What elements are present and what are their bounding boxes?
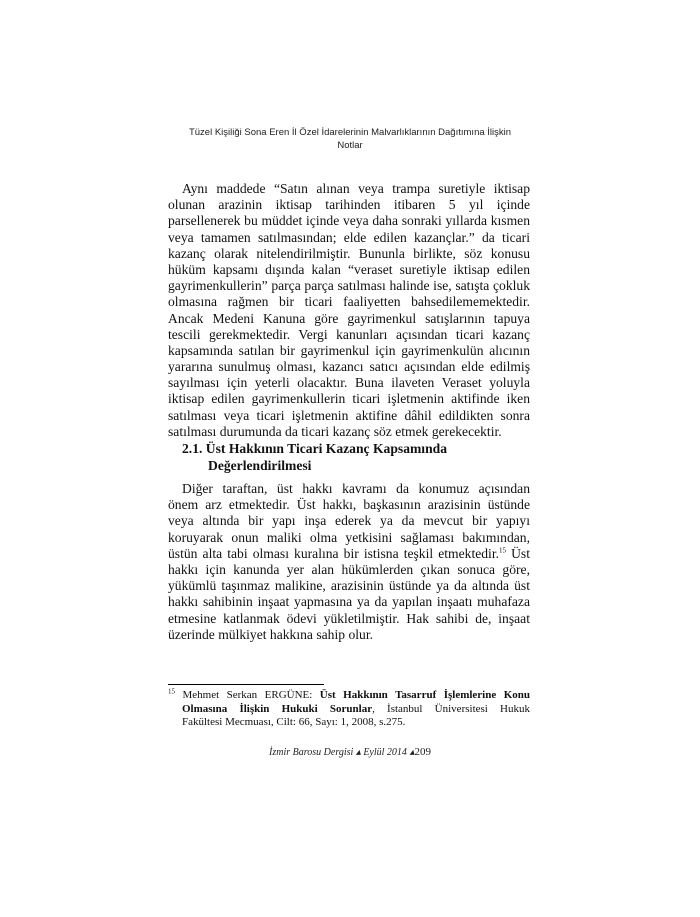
text-line-content: kapsamında satılan bir gayrimenkul için gayrimenkulün alıcının [168, 342, 530, 358]
text-line-content: sayılması için yeterli olacaktır. Buna ilaveten Veraset yoluyla [168, 375, 530, 391]
text-line-content: iktisap edilen gayrimenkullerin ticari işletmenin aktifinde iken [168, 391, 530, 407]
text-line [168, 497, 530, 513]
separator: ▴ [355, 747, 361, 758]
text-line [168, 343, 530, 359]
footnote-source-a: , İstanbul Üniversitesi Hukuk [372, 702, 530, 715]
section-heading-line1: 2.1. Üst Hakkının Ticari Kazanç Kapsamında [182, 441, 448, 456]
text-line [168, 230, 530, 246]
text-line [168, 311, 530, 327]
section-heading-line2: Değerlendirilmesi [208, 458, 312, 473]
text-line [168, 513, 530, 529]
text-line [168, 375, 530, 391]
text-line-content: satılması veya ticari işletmenin aktifine dâhil edildikten sonra [168, 407, 530, 423]
text-line [168, 594, 530, 610]
separator: ▴ [409, 747, 415, 758]
text-line-content: hakkı için kanunda yer alan hükümlerden çıkan sonuca göre, [168, 561, 530, 577]
footnote-number: 15 [168, 687, 175, 696]
text-line-content: yükümlü taşınmaz malikine, arazisinin üstünde ya da altında üst [168, 578, 530, 594]
text-line-content: hüküm kapsamı dışında kalan “veraset suretiyle iktisap edilen [168, 261, 530, 277]
text-line [168, 546, 530, 562]
text-line-content: önem arz etmektedir. Üst hakkı, başkasının arazisinin üstünde [168, 497, 530, 513]
text-line [168, 213, 530, 229]
text-line-tail: Üst [511, 545, 530, 561]
text-line-content: etmesine katlanmak ödevi yükletilmiştir. Hak sahibi de, inşaat [168, 610, 530, 626]
text-line [168, 359, 530, 375]
text-line-content: gayrimenkullerin” parça parça satılması halinde ise, satışta çokluk [168, 278, 530, 294]
text-line [168, 408, 530, 424]
footnote-title-a: Üst Hakkının Tasarruf İşlemlerine Konu [319, 689, 531, 701]
text-line-content: satılması durumunda da ticari kazanç söz etmek gerekecektir. [168, 423, 502, 439]
text-line-content: olmasına rağmen bir ticari faaliyetten bahsedilememektedir. [168, 294, 530, 310]
text-line-content: Diğer taraftan, üst hakkı kavramı da konumuz açısından [182, 481, 530, 496]
footnote-title-b: Olmasına İlişkin Hukuki Sorunlar [182, 702, 373, 715]
journal-name: İzmir Barosu Dergisi [269, 747, 354, 758]
text-line-content: veya tamamen satılmasından; elde edilen kazançlar.” da ticari [168, 229, 530, 245]
running-header [160, 126, 540, 152]
text-line [168, 391, 530, 407]
text-line-content: üzerinde mülkiyet hakkına sahip olur. [168, 626, 373, 642]
text-line-content: üstün alta tabi olması kuralına bir istisna teşkil etmektedir. [168, 545, 500, 561]
page-number: 209 [414, 746, 431, 758]
text-line [168, 294, 530, 310]
text-line [168, 181, 530, 197]
text-line-content: hakkı sahibinin inşaat yapmasına ya da yapılan inşaatı muhafaza [168, 594, 530, 610]
footnote-source-b: Fakültesi Mecmuası, Cilt: 66, Sayı: 1, 2008, s.275. [182, 716, 406, 728]
text-line-content: Ancak Medeni Kanuna göre gayrimenkul satışlarının tapuya [168, 310, 530, 326]
page-footer [0, 746, 700, 758]
footnote-divider [168, 684, 324, 685]
paragraph-1 [168, 181, 530, 440]
footnote-author: Mehmet Serkan ERGÜNE: [182, 689, 313, 701]
text-line [168, 530, 530, 546]
text-line [168, 197, 530, 213]
running-header-line1: Tüzel Kişiliği Sona Eren İl Özel İdarelerinin Malvarlıklarının Dağıtımına İlişkin [188, 127, 512, 138]
text-line [168, 424, 530, 440]
issue-date: Eylül 2014 [363, 747, 407, 758]
footnote-reference[interactable]: 15 [499, 546, 507, 555]
text-line-content: kazanç olarak nitelendirilmiştir. Bununla birlikte, söz konusu [168, 245, 530, 261]
section-heading [182, 440, 447, 474]
text-line [168, 611, 530, 627]
footnote [168, 689, 530, 730]
text-line [168, 327, 530, 343]
text-line-content: olunan arazinin iktisap tarihinden itibaren 5 yıl içinde [168, 197, 530, 213]
paragraph-2 [168, 481, 530, 643]
text-line-content: yararına sunulmuş olması, kazancı satıcı açısından elde edilmiş [168, 359, 530, 375]
text-line-content: veya altında bir yapı inşa ederek ya da mevcut bir yapıyı [168, 513, 530, 529]
text-line-content: parsellenerek bu müddet içinde veya daha sonraki yıllarda kısmen [168, 213, 530, 229]
text-line-content: tescili gerekmektedir. Vergi kanunları açısından ticari kazanç [168, 326, 530, 342]
text-line [168, 262, 530, 278]
text-line-content: koruyarak onun maliki olma yetkisini sağlaması bakımından, [168, 529, 530, 545]
text-line [168, 278, 530, 294]
text-line-content: Aynı maddede “Satın alınan veya trampa suretiyle iktisap [182, 181, 530, 196]
text-line [168, 562, 530, 578]
text-line [168, 578, 530, 594]
text-line [168, 627, 530, 643]
text-line [168, 481, 530, 497]
text-line [168, 246, 530, 262]
running-header-line2: Notlar [337, 140, 363, 151]
